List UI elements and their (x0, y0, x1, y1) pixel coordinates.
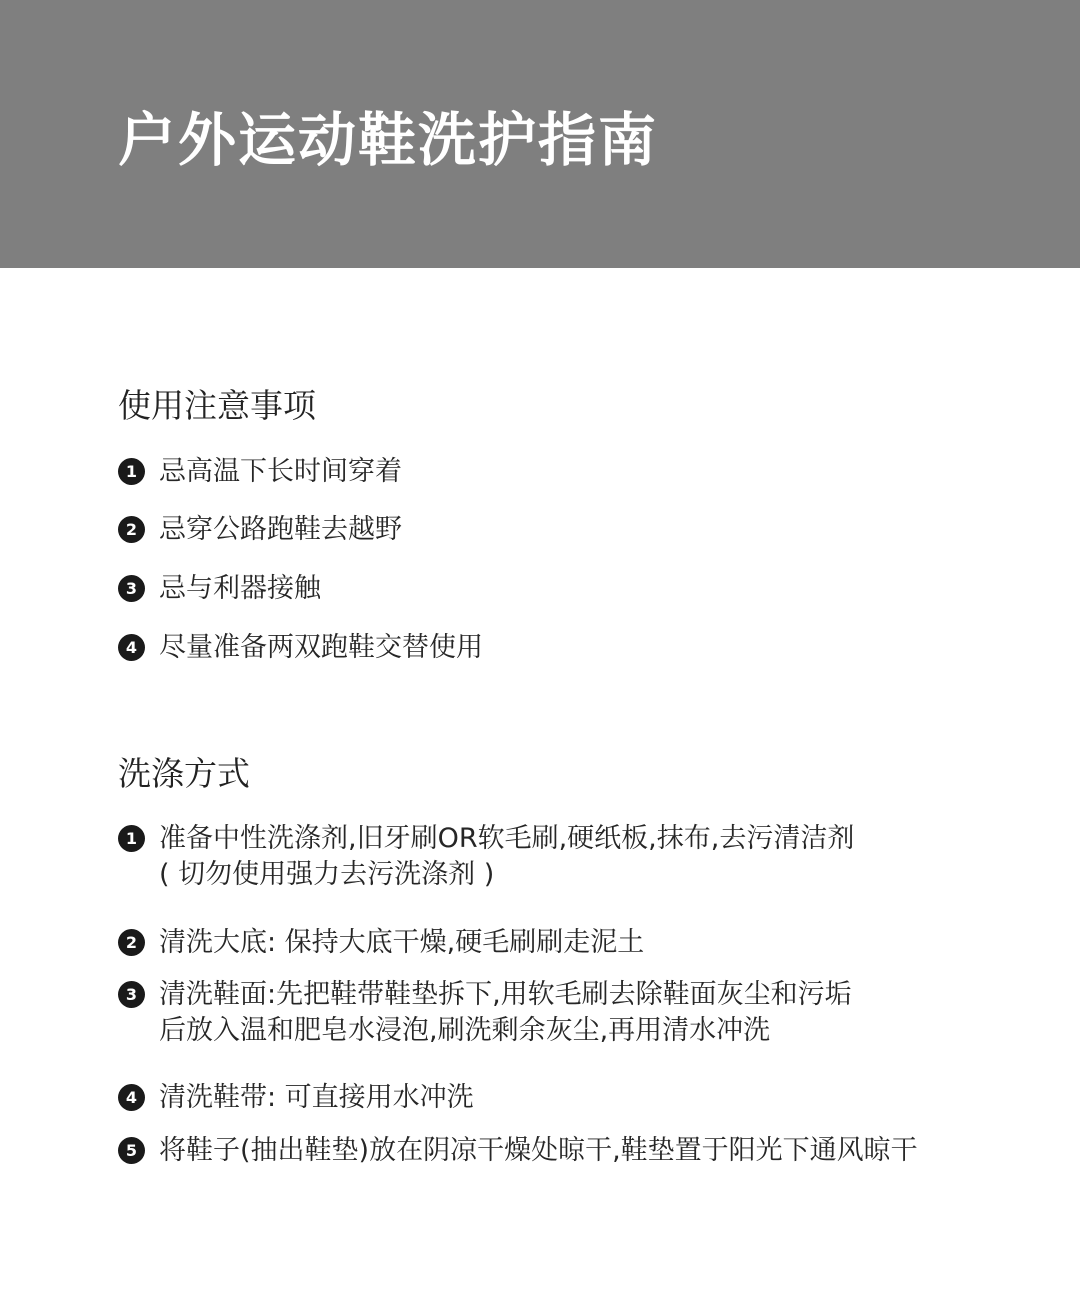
notes-item (118, 512, 1018, 548)
washing-item-text: 清洗大底: 保持大底干燥,硬毛刷刷走泥土 (159, 927, 645, 958)
washing-item (118, 925, 1018, 961)
number-badge-icon: 2 (118, 929, 145, 956)
notes-item (118, 571, 1018, 607)
number-badge-icon: 1 (118, 458, 145, 485)
notes-item-text: 忌高温下长时间穿着 (159, 456, 402, 487)
notes-item-text: 尽量准备两双跑鞋交替使用 (159, 632, 483, 663)
washing-item-text: 清洗鞋面:先把鞋带鞋垫拆下,用软毛刷去除鞋面灰尘和污垢 后放入温和肥皂水浸泡,刷洗剩余灰尘,再用清水冲洗 (159, 979, 852, 1046)
washing-item-text: 将鞋子(抽出鞋垫)放在阴凉干燥处晾干,鞋垫置于阳光下通风晾干 (159, 1135, 918, 1166)
washing-item (118, 977, 1018, 1049)
notes-item (118, 454, 1018, 490)
notes-item (118, 630, 1018, 666)
notes-section-title: 使用注意事项 (118, 386, 316, 425)
washing-item (118, 1133, 1018, 1169)
number-badge-icon: 3 (118, 981, 145, 1008)
washing-item-text: 准备中性洗涤剂,旧牙刷OR软毛刷,硬纸板,抹布,去污清洁剂 ( 切勿使用强力去污洗涤剂 ) (159, 823, 855, 890)
notes-item-text: 忌穿公路跑鞋去越野 (159, 514, 402, 545)
page-title: 户外运动鞋洗护指南 (118, 106, 659, 174)
header-banner (0, 0, 1080, 268)
number-badge-icon: 4 (118, 634, 145, 661)
washing-item (118, 1080, 1018, 1116)
number-badge-icon: 2 (118, 516, 145, 543)
washing-item (118, 821, 1018, 893)
washing-section-title: 洗涤方式 (118, 754, 250, 793)
number-badge-icon: 5 (118, 1137, 145, 1164)
number-badge-icon: 4 (118, 1084, 145, 1111)
notes-item-text: 忌与利器接触 (159, 573, 321, 604)
number-badge-icon: 3 (118, 575, 145, 602)
washing-item-text: 清洗鞋带: 可直接用水冲洗 (159, 1082, 474, 1113)
number-badge-icon: 1 (118, 825, 145, 852)
